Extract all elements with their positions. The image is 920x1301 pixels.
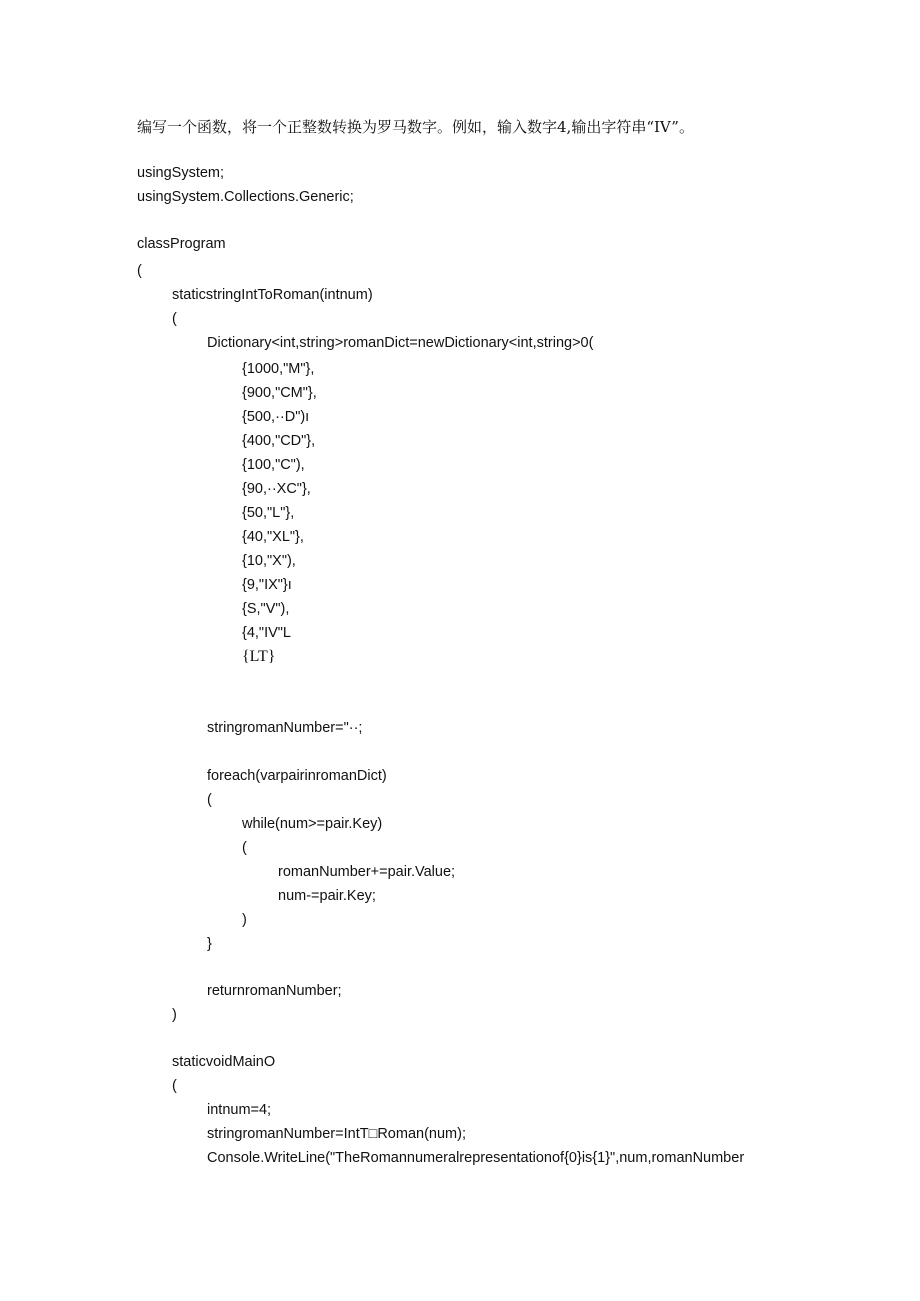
problem-statement: 编写一个函数，将一个正整数转换为罗马数字。例如，输入数字4,输出字符串“IV”。 — [137, 118, 694, 136]
code-line: {400,"CD"}, — [242, 433, 316, 449]
code-line: {4,"IV"L — [242, 625, 291, 641]
code-line: usingSystem; — [137, 165, 225, 181]
code-line: {90,··XC"}, — [242, 481, 311, 497]
code-line: ( — [207, 792, 212, 808]
code-line: stringromanNumber=IntT□Roman(num); — [207, 1126, 466, 1142]
code-line: classProgram — [137, 236, 226, 252]
code-line: romanNumber+=pair.Value; — [278, 864, 456, 880]
code-line: intnum=4; — [207, 1102, 272, 1118]
code-line: foreach(varpairinromanDict) — [207, 768, 387, 784]
code-line: usingSystem.Collections.Generic; — [137, 189, 354, 205]
code-line: returnromanNumber; — [207, 983, 342, 999]
code-line: {9,"IX"}ı — [242, 577, 292, 593]
code-line: {40,"XL"}, — [242, 529, 304, 545]
code-line: {10,"X"), — [242, 553, 296, 569]
code-line: {LT} — [242, 648, 276, 665]
code-line: Dictionary<int,string>romanDict=newDictionary<int,string>0( — [207, 335, 594, 351]
code-line: {S,"V"), — [242, 601, 290, 617]
code-line: Console.WriteLine("TheRomannumeralrepresentationof{0}is{1}",num,romanNumber — [207, 1150, 745, 1166]
code-line: {100,"C"), — [242, 457, 305, 473]
code-line: ( — [172, 1078, 177, 1094]
code-line: {50,"L"}, — [242, 505, 295, 521]
code-line: num-=pair.Key; — [278, 888, 376, 904]
code-line: {1000,"M"}, — [242, 361, 315, 377]
code-line: staticvoidMainO — [172, 1054, 276, 1070]
code-line: while(num>=pair.Key) — [242, 816, 383, 832]
code-line: } — [207, 936, 212, 952]
code-line: {500,··D")ı — [242, 409, 310, 425]
code-line: stringromanNumber="··; — [207, 720, 363, 736]
code-line: ( — [137, 263, 142, 279]
code-line: ) — [172, 1007, 177, 1023]
code-line: ( — [242, 840, 247, 856]
code-line: {900,"CM"}, — [242, 385, 317, 401]
code-line: staticstringIntToRoman(intnum) — [172, 287, 373, 303]
code-line: ( — [172, 311, 177, 327]
code-line: ) — [242, 912, 247, 928]
